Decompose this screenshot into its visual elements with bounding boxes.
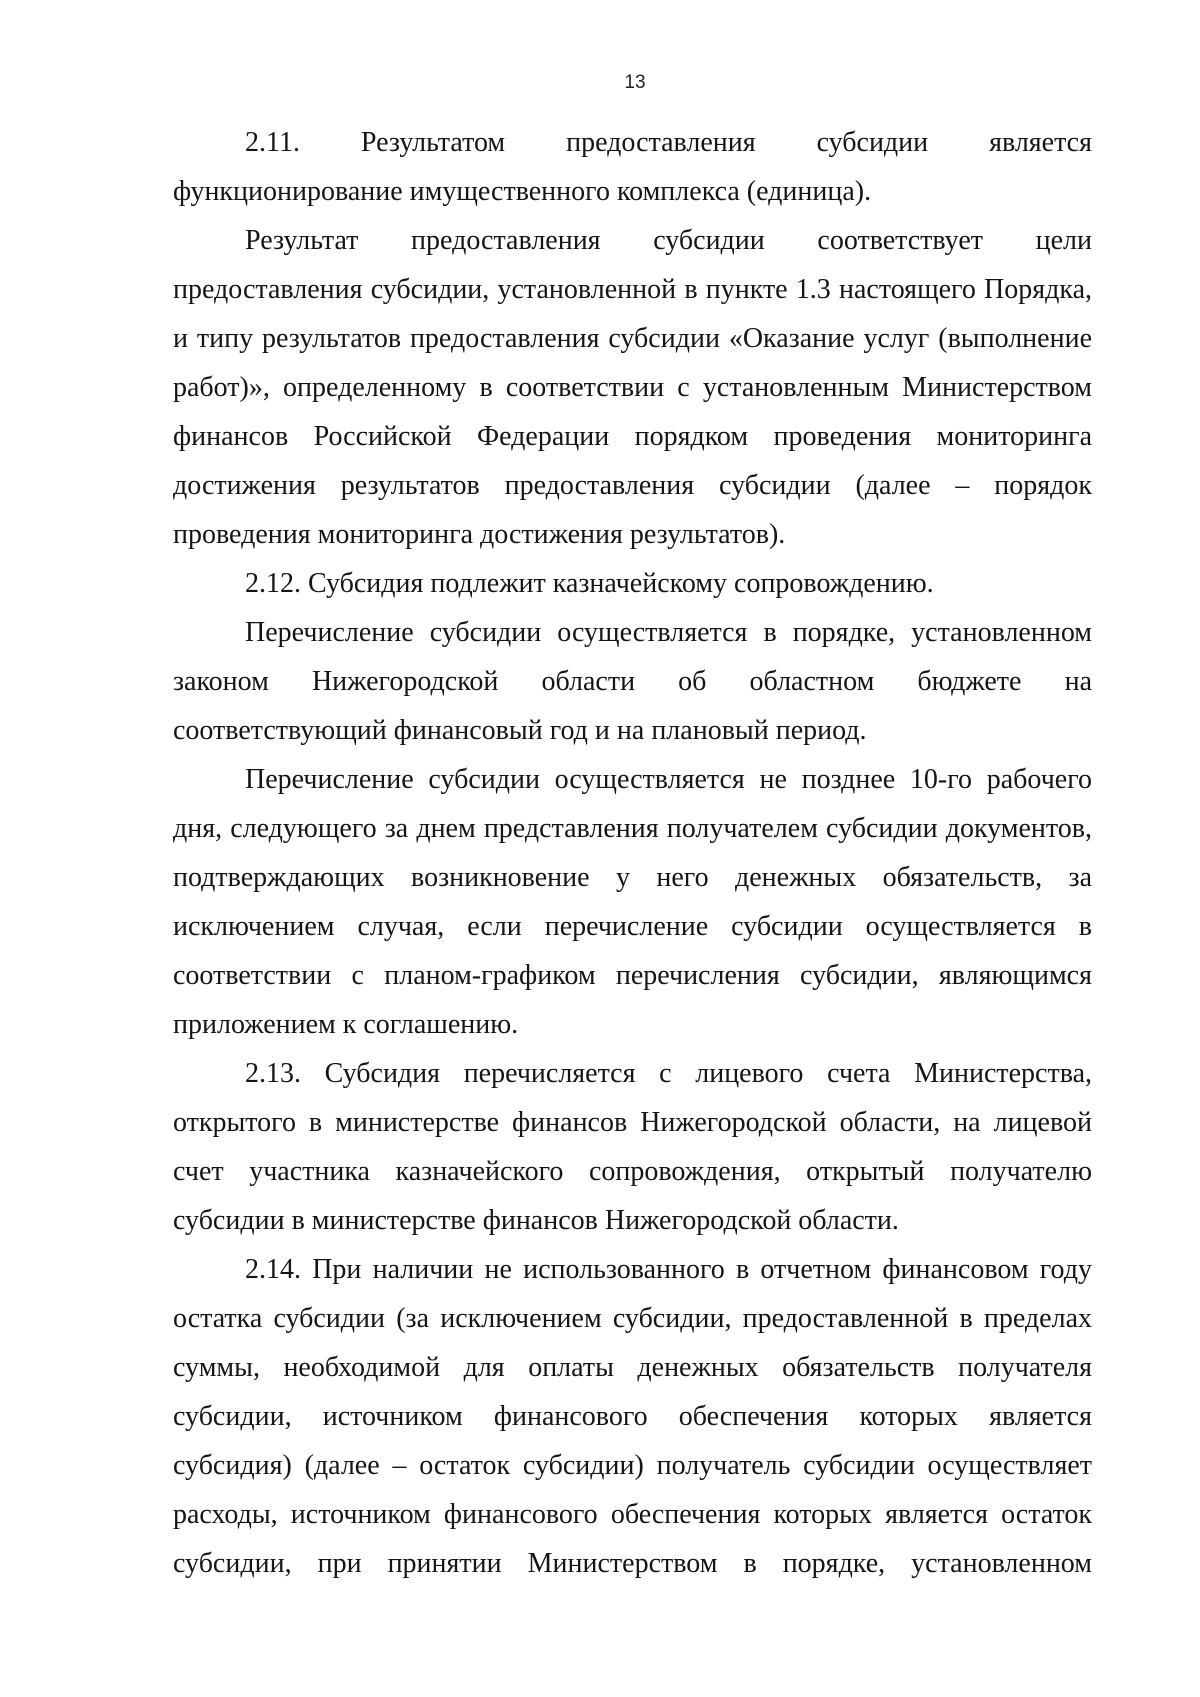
page-number: 13 xyxy=(624,72,646,93)
paragraph-2-14: 2.14. При наличии не использованного в отчетном финансовом году остатка субсидии (за исключением субсидии, предоставленной в пределах суммы, необходимой для оплаты денежных обязательств получателя субсидии, источником финансового обеспечения которых является субсидия) (далее – остаток субсидии) получатель субсидии осуществляет расходы, источником финансового обеспечения которых является остаток субсидии, при принятии Министерством в порядке, установленном xyxy=(173,1254,1092,1579)
document-body xyxy=(173,118,1092,1588)
paragraph-subsidy-result: Результат предоставления субсидии соответствует цели предоставления субсидии, установленной в пункте 1.3 настоящего Порядка, и типу результатов предоставления субсидии «Оказание услуг (выполнение работ)», определенному в соответствии с установленным Министерством финансов Российской Федерации порядком проведения мониторинга достижения результатов предоставления субсидии (далее – порядок проведения мониторинга достижения результатов). xyxy=(173,225,1092,550)
paragraph-2-13: 2.13. Субсидия перечисляется с лицевого счета Министерства, открытого в министерстве финансов Нижегородской области, на лицевой счет участника казначейского сопровождения, открытый получателю субсидии в министерстве финансов Нижегородской области. xyxy=(173,1058,1092,1236)
paragraph-2-12: 2.12. Субсидия подлежит казначейскому сопровождению. xyxy=(245,568,934,599)
paragraph-transfer-deadline: Перечисление субсидии осуществляется не позднее 10-го рабочего дня, следующего за днем представления получателем субсидии документов, подтверждающих возникновение у него денежных обязательств, за исключением случая, если перечисление субсидии осуществляется в соответствии с планом-графиком перечисления субсидии, являющимся приложением к соглашению. xyxy=(173,764,1092,1040)
paragraph-2-11: 2.11. Результатом предоставления субсидии является функционирование имущественного комплекса (единица). xyxy=(173,127,1092,207)
paragraph-transfer-order: Перечисление субсидии осуществляется в порядке, установленном законом Нижегородской области об областном бюджете на соответствующий финансовый год и на плановый период. xyxy=(173,617,1092,746)
